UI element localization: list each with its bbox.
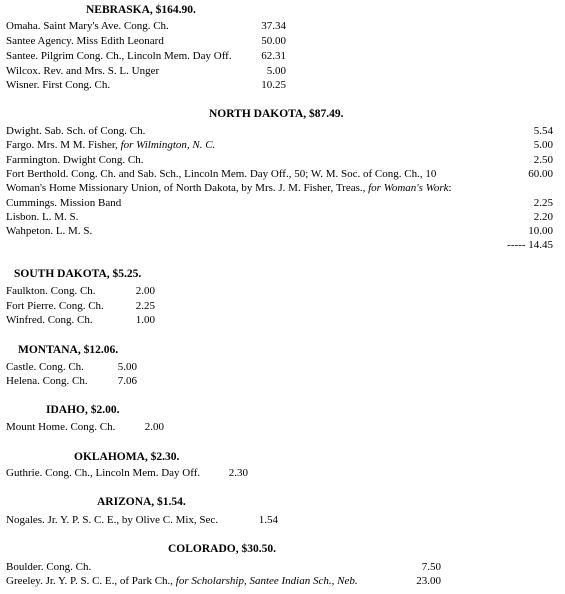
list-item-amount: 2.20 <box>533 211 553 223</box>
colorado-heading: COLORADO, $30.50. <box>168 543 276 555</box>
list-item: Greeley. Jr. Y. P. S. C. E., of Park Ch., for Scholarship, Santee Indian Sch., Neb. <box>6 575 358 587</box>
montana-heading: MONTANA, $12.06. <box>18 344 119 356</box>
list-item: Fort Berthold. Cong. Ch. and Sab. Sch., Lincoln Mem. Day Off., 50; W. M. Soc. of Cong. Ch., 10 <box>6 168 437 180</box>
list-item: Mount Home. Cong. Ch. <box>6 421 116 433</box>
list-item-amount: 10.25 <box>261 79 286 91</box>
list-item-amount: 5.00 <box>533 139 553 151</box>
list-item-amount: 10.00 <box>528 225 553 237</box>
arizona-heading: ARIZONA, $1.54. <box>97 496 186 508</box>
list-item: Castle. Cong. Ch. <box>6 361 84 373</box>
list-item: Wahpeton. L. M. S. <box>6 225 93 237</box>
list-item: Faulkton. Cong. Ch. <box>6 285 96 297</box>
list-item-amount: 7.50 <box>421 561 441 573</box>
idaho-heading: IDAHO, $2.00. <box>46 404 120 416</box>
oklahoma-heading: OKLAHOMA, $2.30. <box>74 451 180 463</box>
list-item: Dwight. Sab. Sch. of Cong. Ch. <box>6 125 146 137</box>
nebraska-heading: NEBRASKA, $164.90. <box>86 4 196 16</box>
list-item-amount: 2.00 <box>144 421 164 433</box>
list-item: Fort Pierre. Cong. Ch. <box>6 300 104 312</box>
list-item: Cummings. Mission Band <box>6 197 122 209</box>
list-item: Guthrie. Cong. Ch., Lincoln Mem. Day Off. <box>6 467 201 479</box>
list-item: Boulder. Cong. Ch. <box>6 561 92 573</box>
list-item: Winfred. Cong. Ch. <box>6 314 93 326</box>
list-item-amount: 5.00 <box>266 65 286 77</box>
list-item-amount: 2.25 <box>135 300 155 312</box>
list-item-amount: 5.00 <box>117 361 137 373</box>
south-dakota-heading: SOUTH DAKOTA, $5.25. <box>14 268 142 280</box>
list-item-amount: 50.00 <box>261 35 286 47</box>
list-item: Wisner. First Cong. Ch. <box>6 79 111 91</box>
list-item-amount: 2.25 <box>533 197 553 209</box>
list-item: Wilcox. Rev. and Mrs. S. L. Unger <box>6 65 160 77</box>
list-item-amount: 5.54 <box>533 125 553 137</box>
list-item-amount: 1.00 <box>135 314 155 326</box>
north-dakota-heading: NORTH DAKOTA, $87.49. <box>209 108 344 120</box>
list-item-amount: 1.54 <box>258 514 278 526</box>
list-item-amount: 62.31 <box>261 50 286 62</box>
subtotal: ----- 14.45 <box>507 239 553 251</box>
list-item-amount: 23.00 <box>416 575 441 587</box>
list-item: Santee Agency. Miss Edith Leonard <box>6 35 164 47</box>
list-item: Fargo. Mrs. M M. Fisher, for Wilmington, N. C. <box>6 139 216 151</box>
list-item: Farmington. Dwight Cong. Ch. <box>6 154 144 166</box>
list-item: Omaha. Saint Mary's Ave. Cong. Ch. <box>6 20 169 32</box>
list-item-amount: 37.34 <box>261 20 286 32</box>
list-item: Santee. Pilgrim Cong. Ch., Lincoln Mem. Day Off. <box>6 50 232 62</box>
list-item-amount: 2.30 <box>228 467 248 479</box>
list-item-amount: 60.00 <box>528 168 553 180</box>
list-item: Helena. Cong. Ch. <box>6 375 88 387</box>
list-item: Lisbon. L. M. S. <box>6 211 79 223</box>
list-item-amount: 2.00 <box>135 285 155 297</box>
list-item: Nogales. Jr. Y. P. S. C. E., by Olive C. Mix, Sec. <box>6 514 219 526</box>
list-item-amount: 7.06 <box>117 375 137 387</box>
list-item-amount: 2.50 <box>533 154 553 166</box>
list-item: Woman's Home Missionary Union, of North Dakota, by Mrs. J. M. Fisher, Treas., for Woman's Work: <box>6 182 452 194</box>
